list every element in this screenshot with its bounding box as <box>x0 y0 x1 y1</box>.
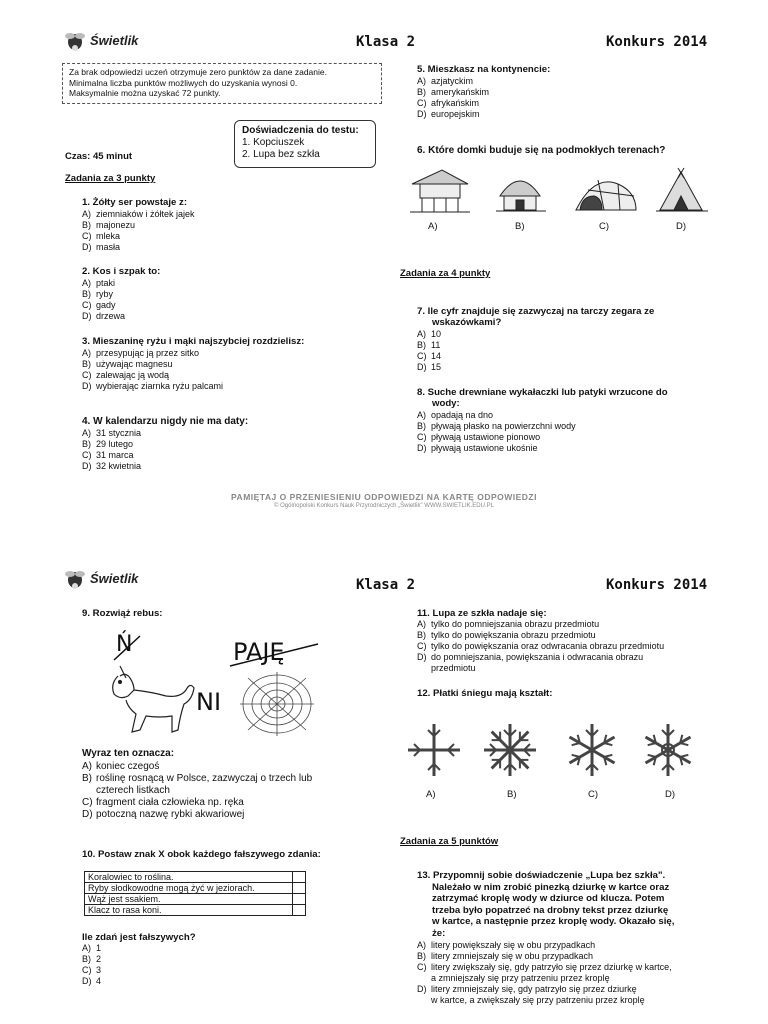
option-text[interactable]: ptaki <box>96 278 116 288</box>
option-text[interactable]: tylko do powiększania obrazu przedmiotu <box>431 630 596 640</box>
option-text[interactable]: tylko do powiększania oraz odwracania obrazu przedmiotu <box>431 641 665 651</box>
option-text[interactable]: używając magnesu <box>96 359 173 369</box>
q12-label-d[interactable]: D) <box>665 789 676 800</box>
rebus-syllable: NI <box>196 688 222 716</box>
question-2: 2. Kos i szpak to: <box>82 266 161 277</box>
option-letter: C) <box>82 797 93 808</box>
snowflake-d-icon <box>642 724 693 776</box>
footer-copyright: © Ogólnopolski Konkurs Nauk Przyrodniczych „Świetlik" WWW.SWIETLIK.EDU.PL <box>274 503 494 509</box>
option-letter: D) <box>82 381 92 391</box>
logo-text: Świetlik <box>90 32 139 48</box>
question-text: w kartce, a następnie przez kroplę wody. Okazało się, <box>432 916 675 927</box>
q5-options <box>417 76 489 120</box>
info-line: Minimalna liczba punktów możliwych do uzyskania wynosi 0. <box>69 77 298 88</box>
question-text: Należało w nim zrobić pinezką dziurkę w kartce oraz <box>432 881 670 893</box>
option-text[interactable]: masła <box>96 242 121 252</box>
option-letter: A) <box>82 943 91 953</box>
option-letter: A) <box>82 209 91 219</box>
question-1 <box>82 197 382 208</box>
experiment-item: 1. Kopciuszek <box>242 137 305 148</box>
option-letter: A) <box>417 410 426 420</box>
question-text: 1. Żółty ser powstaje z: <box>82 197 188 208</box>
option-letter: D) <box>82 242 92 252</box>
checkbox-cell[interactable] <box>293 883 306 894</box>
question-text: 7. Ile cyfr znajduje się zazwyczaj na tarczy zegara ze <box>417 306 655 317</box>
option-letter: B) <box>417 951 426 961</box>
option-text[interactable]: zalewając ją wodą <box>96 370 170 380</box>
strike-line <box>226 640 322 670</box>
option-letter: B) <box>417 340 426 350</box>
q9-answer-title: Wyraz ten oznacza: <box>82 748 175 759</box>
option-text[interactable]: ziemniaków i żółtek jajek <box>96 209 195 219</box>
option-letter: D) <box>417 652 427 662</box>
option-letter: A) <box>82 278 91 288</box>
question-text: 13. Przypomnij sobie doświadczenie „Lupa bez szkła". <box>417 870 666 881</box>
option-letter: D) <box>417 443 427 453</box>
experiment-item: 2. Lupa bez szkła <box>242 149 320 160</box>
spiderweb-illustration <box>236 670 318 738</box>
question-3: 3. Mieszaninę ryżu i mąki najszybciej rozdzielisz: <box>82 336 305 347</box>
option-letter: B) <box>82 289 91 299</box>
experiments-title: Doświadczenia do testu: <box>242 125 359 136</box>
option-letter: A) <box>417 329 426 339</box>
option-letter <box>417 973 431 984</box>
option-letter: B) <box>82 439 91 449</box>
table-row <box>85 905 306 916</box>
option-letter: C) <box>82 300 92 310</box>
option-text[interactable]: drzewa <box>96 311 126 321</box>
option-text[interactable]: litery zmniejszały się, gdy patrzyło się przez dziurkę <box>431 984 637 994</box>
firefly-icon <box>62 28 88 52</box>
option-text[interactable]: czterech listkach <box>96 785 170 796</box>
grade-title: Klasa 2 <box>356 34 416 50</box>
option-letter: C) <box>417 351 427 361</box>
question-text: trzeba było popatrzeć na drobny tekst przez dziurkę <box>432 904 669 916</box>
option-text[interactable]: przesypując ją przez sitko <box>96 348 200 358</box>
option-letter: D) <box>82 461 92 471</box>
checkbox-cell[interactable] <box>293 894 306 905</box>
option-letter <box>417 995 431 1006</box>
question-4: 4. W kalendarzu nigdy nie ma daty: <box>82 416 249 427</box>
option-text[interactable]: litery powiększały się w obu przypadkach <box>431 940 596 950</box>
option-text[interactable]: w kartce, a zwiększały się przy patrzeniu przez kroplę <box>431 995 645 1005</box>
option-letter: D) <box>417 362 427 372</box>
section-3-points: Zadania za 3 punkty <box>65 173 156 184</box>
option-text[interactable]: pływają ustawione ukośnie <box>431 443 538 453</box>
statement-cell: Klacz to rasa koni. <box>85 905 293 916</box>
statement-cell: Koralowiec to roślina. <box>85 872 293 883</box>
option-letter: D) <box>82 311 92 321</box>
q6-label-c[interactable]: C) <box>599 221 610 232</box>
table-row <box>85 883 306 894</box>
contest-title: Konkurs 2014 <box>606 577 708 593</box>
option-text[interactable]: pływają płasko na powierzchni wody <box>431 421 576 431</box>
q1-options <box>82 209 195 253</box>
option-text[interactable]: 15 <box>431 362 442 372</box>
section-5-points: Zadania za 5 punktów <box>400 836 499 847</box>
option-text[interactable]: amerykańskim <box>431 87 490 97</box>
q11-options <box>417 619 664 674</box>
option-text[interactable]: mleka <box>96 231 121 241</box>
option-text[interactable]: 11 <box>431 340 441 350</box>
option-letter: A) <box>417 940 426 950</box>
option-letter: C) <box>82 370 92 380</box>
option-letter <box>417 663 431 674</box>
option-text[interactable]: 3 <box>96 965 102 975</box>
question-text: 8. Suche drewniane wykałaczki lub patyki wrzucone do <box>417 387 668 398</box>
houses-illustration <box>408 166 714 218</box>
statement-cell: Wąż jest ssakiem. <box>85 894 293 905</box>
question-text: wody: <box>432 398 460 409</box>
info-line: Za brak odpowiedzi uczeń otrzymuje zero punktów za dane zadanie. <box>69 67 327 77</box>
q6-label-d[interactable]: D) <box>676 221 687 232</box>
table-row <box>85 894 306 905</box>
question-6: 6. Które domki buduje się na podmokłych terenach? <box>417 145 666 156</box>
time-limit: Czas: 45 minut <box>65 151 133 162</box>
option-letter: C) <box>417 641 427 651</box>
option-letter: A) <box>82 348 91 358</box>
q4-options <box>82 428 141 472</box>
option-text[interactable]: 31 stycznia <box>96 428 142 438</box>
question-7 <box>417 306 654 328</box>
rebus-crossed-letter: Ń <box>116 632 133 657</box>
snowflake-a-icon <box>408 724 460 776</box>
q12-label-b[interactable]: B) <box>507 789 517 800</box>
option-text[interactable]: 10 <box>431 329 442 339</box>
option-text[interactable]: azjatyckim <box>431 76 474 86</box>
option-letter: A) <box>82 428 91 438</box>
option-text[interactable]: afrykańskim <box>431 98 480 108</box>
unicorn-illustration <box>100 660 198 742</box>
tipi-icon <box>656 168 708 211</box>
option-text[interactable]: gady <box>96 300 116 310</box>
q9-options <box>82 761 312 821</box>
option-text[interactable]: a zmniejszały się przy patrzeniu przez kroplę <box>431 973 610 983</box>
grade-title: Klasa 2 <box>356 577 416 593</box>
snowflakes-illustration <box>396 718 706 782</box>
option-letter: B) <box>417 87 426 97</box>
experiments-box <box>234 120 376 168</box>
question-text: że: <box>432 927 446 939</box>
option-text[interactable]: koniec czegoś <box>96 761 160 772</box>
table-row <box>85 872 306 883</box>
info-box <box>62 63 382 104</box>
checkbox-cell[interactable] <box>293 905 306 916</box>
option-text[interactable]: do pomniejszania, powiększania i odwracania obrazu <box>431 652 644 662</box>
q3-options <box>82 348 223 392</box>
option-text[interactable]: tylko do pomniejszania obrazu przedmiotu <box>431 619 600 629</box>
option-text[interactable]: fragment ciała człowieka np. ręka <box>96 797 244 808</box>
question-9: 9. Rozwiąż rebus: <box>82 608 163 619</box>
option-text[interactable]: litery zmniejszały się w obu przypadkach <box>431 951 594 961</box>
option-text[interactable]: europejskim <box>431 109 480 119</box>
option-letter: B) <box>82 954 91 964</box>
option-text[interactable]: 4 <box>96 976 102 986</box>
question-11: 11. Lupa ze szkła nadaje się: <box>417 608 547 619</box>
option-letter: C) <box>417 962 427 972</box>
checkbox-cell[interactable] <box>293 872 306 883</box>
option-letter: C) <box>82 450 92 460</box>
q13-options <box>417 940 672 1006</box>
option-letter: A) <box>82 761 92 772</box>
firefly-icon <box>62 566 88 590</box>
option-letter: A) <box>417 76 426 86</box>
contest-title: Konkurs 2014 <box>606 34 708 50</box>
option-text[interactable]: potoczną nazwę rybki akwariowej <box>96 809 245 820</box>
q6-label-b[interactable]: B) <box>515 221 525 232</box>
logo <box>62 566 138 590</box>
option-text[interactable]: 29 lutego <box>96 439 134 449</box>
option-letter: C) <box>82 965 92 975</box>
question-12: 12. Płatki śniegu mają kształt: <box>417 688 553 699</box>
snowflake-b-icon <box>484 724 536 776</box>
option-letter: D) <box>417 984 427 994</box>
footer-reminder: PAMIĘTAJ O PRZENIESIENIU ODPOWIEDZI NA KARTĘ ODPOWIEDZI <box>231 492 537 502</box>
logo-text: Świetlik <box>90 570 139 586</box>
option-text[interactable]: 2 <box>96 954 102 964</box>
question-5: 5. Mieszkasz na kontynencie: <box>417 64 551 75</box>
q8-options <box>417 410 576 454</box>
option-text[interactable]: opadają na dno <box>431 410 494 420</box>
rebus-crossed-word: PAJĘ <box>233 638 285 666</box>
snowflake-c-icon <box>566 724 617 776</box>
option-letter: C) <box>417 432 427 442</box>
q10-subquestion: Ile zdań jest fałszywych? <box>82 932 196 943</box>
statement-cell: Ryby słodkowodne mogą żyć w jeziorach. <box>85 883 293 894</box>
option-letter: D) <box>82 809 93 820</box>
option-text[interactable]: litery zwiększały się, gdy patrzyło się przez dziurkę w kartce, <box>431 962 672 972</box>
option-text[interactable]: 14 <box>431 351 442 361</box>
q7-options <box>417 329 441 373</box>
igloo-icon <box>576 180 636 210</box>
q10-options <box>82 943 101 987</box>
option-text[interactable]: 31 marca <box>96 450 134 460</box>
option-letter: C) <box>417 98 427 108</box>
true-false-table <box>84 871 306 916</box>
option-letter <box>82 785 96 797</box>
info-line: Maksymalnie można uzyskać 72 punkty. <box>69 88 221 98</box>
q2-options <box>82 278 125 322</box>
option-text[interactable]: ryby <box>96 289 114 299</box>
section-4-points: Zadania za 4 punkty <box>400 268 491 279</box>
option-letter: B) <box>82 773 92 784</box>
option-letter: B) <box>417 630 426 640</box>
option-letter: D) <box>82 976 92 986</box>
option-text[interactable]: 1 <box>96 943 102 953</box>
question-text: wskazówkami? <box>432 317 502 328</box>
option-letter: B) <box>417 421 426 431</box>
option-text[interactable]: wybierając ziarnka ryżu palcami <box>96 381 224 391</box>
q12-label-c[interactable]: C) <box>588 789 599 800</box>
option-letter: C) <box>82 231 92 241</box>
hut-icon <box>496 181 546 211</box>
option-letter: B) <box>82 359 91 369</box>
strike-line <box>112 634 142 662</box>
question-10: 10. Postaw znak X obok każdego fałszywego zdania: <box>82 849 321 860</box>
logo <box>62 28 138 52</box>
option-text[interactable]: roślinę rosnącą w Polsce, zazwyczaj o trzech lub <box>96 773 313 784</box>
option-letter: A) <box>417 619 426 629</box>
question-8 <box>417 387 668 409</box>
option-text[interactable]: przedmiotu <box>431 663 476 673</box>
option-text[interactable]: majonezu <box>96 220 136 230</box>
option-letter: D) <box>417 109 427 119</box>
q12-label-a[interactable]: A) <box>426 789 436 800</box>
option-text[interactable]: 32 kwietnia <box>96 461 142 471</box>
option-text[interactable]: pływają ustawione pionowo <box>431 432 541 442</box>
q6-label-a[interactable]: A) <box>428 221 438 232</box>
option-letter: B) <box>82 220 91 230</box>
question-text: zatrzymać kroplę wody w dziurce od klucza. Potem <box>432 893 665 904</box>
question-13 <box>417 870 705 939</box>
stilt-house-icon <box>410 170 470 212</box>
